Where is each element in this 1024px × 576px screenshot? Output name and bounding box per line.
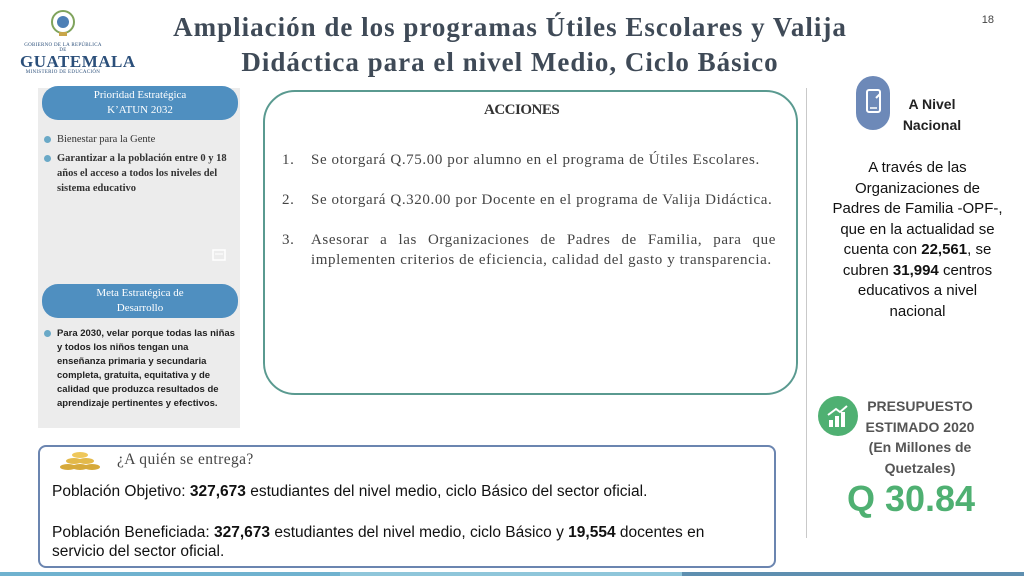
- docentes-count: 19,554: [568, 524, 616, 541]
- objetivo-count: 327,673: [189, 483, 246, 500]
- phone-badge: [856, 76, 890, 130]
- beneficiada-count: 327,673: [214, 524, 271, 541]
- coins-icon: [58, 450, 102, 472]
- presupuesto-line-1: PRESUPUESTO: [867, 398, 973, 414]
- bullet-text: Para 2030, velar porque todas las niñas y todos los niños tengan una enseñanza primaria y secundaria completa, gratuita, equitativa y de calidad que produzca resultados de aprendizaje pertinentes y efectivos.: [57, 328, 235, 409]
- footer-segment: [0, 572, 340, 576]
- phone-icon: [856, 76, 890, 130]
- slide-number: 18: [981, 14, 994, 26]
- priority-line-2: K’ATUN 2032: [107, 104, 173, 116]
- coat-of-arms-icon: [50, 8, 76, 38]
- beneficiada-rest: docentes en servicio del sector oficial.: [52, 524, 705, 560]
- priority-pill: [42, 86, 238, 120]
- footer-bar: [0, 572, 1024, 576]
- page-title: [120, 10, 900, 80]
- meta-line-1: Meta Estratégica de: [96, 287, 184, 299]
- meta-pill: [42, 284, 238, 318]
- logo-ministry: MINISTERIO DE EDUCACIÓN: [25, 70, 101, 75]
- beneficiada-label: Población Beneficiada:: [52, 524, 215, 541]
- title-line-1: Ampliación de los programas Útiles Escolares y Valija: [173, 12, 847, 42]
- document-icon: [210, 246, 228, 264]
- beneficiada-mid: estudiantes del nivel medio, ciclo Básico y: [270, 524, 569, 541]
- presupuesto-line-3: (En Millones de: [868, 439, 972, 455]
- bullet-garantizar: [44, 151, 240, 196]
- item-number: 2.: [282, 192, 295, 208]
- poblacion-objetivo: [52, 482, 752, 501]
- footer-segment: [682, 572, 1024, 576]
- bullet-bienestar: [44, 134, 155, 145]
- item-text: Asesorar a las Organizaciones de Padres de Familia, para que implementen criterios de eficiencia, calidad del gasto y transparencia.: [311, 232, 776, 268]
- list-item: [282, 230, 776, 270]
- title-line-2: Didáctica para el nivel Medio, Ciclo Básico: [241, 47, 779, 77]
- vertical-divider: [806, 88, 807, 538]
- poblacion-beneficiada: [52, 523, 752, 561]
- acciones-title: ACCIONES: [484, 102, 560, 118]
- guatemala-logo: [20, 8, 136, 75]
- meta-line-2: Desarrollo: [116, 302, 164, 314]
- bullet-dot-icon: [44, 155, 51, 162]
- list-item: [282, 190, 776, 210]
- item-number: 3.: [282, 232, 295, 248]
- centros-count: 31,994: [892, 261, 939, 279]
- bullet-dot-icon: [44, 330, 51, 337]
- logo-top-text: GOBIERNO DE LA REPÚBLICA DE: [24, 43, 102, 53]
- list-item: [282, 150, 776, 170]
- bullet-meta: [44, 327, 240, 411]
- opf-text-2: , se cubren: [842, 241, 992, 279]
- nivel-nacional: [892, 94, 972, 136]
- opf-description: [830, 158, 1005, 322]
- item-number: 1.: [282, 152, 295, 168]
- chart-badge: [818, 396, 858, 436]
- item-text: Se otorgará Q.320.00 por Docente en el programa de Valija Didáctica.: [311, 192, 773, 208]
- presupuesto-line-2: ESTIMADO 2020: [865, 418, 975, 435]
- objetivo-rest: estudiantes del nivel medio, ciclo Básico del sector oficial.: [245, 483, 648, 500]
- priority-line-1: Prioridad Estratégica: [93, 89, 187, 101]
- opf-text-3: centros educativos a nivel nacional: [857, 261, 993, 320]
- objetivo-label: Población Objetivo:: [52, 483, 190, 500]
- bullet-text: Garantizar a la población entre 0 y 18 años el acceso a todos los niveles del sistema educativo: [57, 153, 227, 194]
- item-text: Se otorgará Q.75.00 por alumno en el programa de Útiles Escolares.: [311, 152, 760, 168]
- nivel-line-2: Nacional: [902, 117, 962, 133]
- presupuesto-label: [858, 396, 982, 478]
- opf-count: 22,561: [921, 241, 968, 258]
- question-heading: ¿A quién se entrega?: [117, 451, 254, 468]
- bullet-dot-icon: [44, 136, 51, 143]
- footer-segment: [340, 572, 682, 576]
- opf-text-1: A través de las Organizaciones de Padres de Familia -OPF-, que en la actualidad se cuenta con: [832, 159, 1003, 258]
- presupuesto-line-4: Quetzales): [884, 459, 956, 476]
- growth-chart-icon: [818, 396, 858, 436]
- bullet-text: Bienestar para la Gente: [57, 134, 156, 145]
- budget-amount: Q 30.84: [846, 478, 976, 519]
- nivel-line-1: A Nivel: [908, 96, 956, 112]
- logo-name: GUATEMALA: [20, 52, 136, 71]
- acciones-list: [282, 150, 776, 290]
